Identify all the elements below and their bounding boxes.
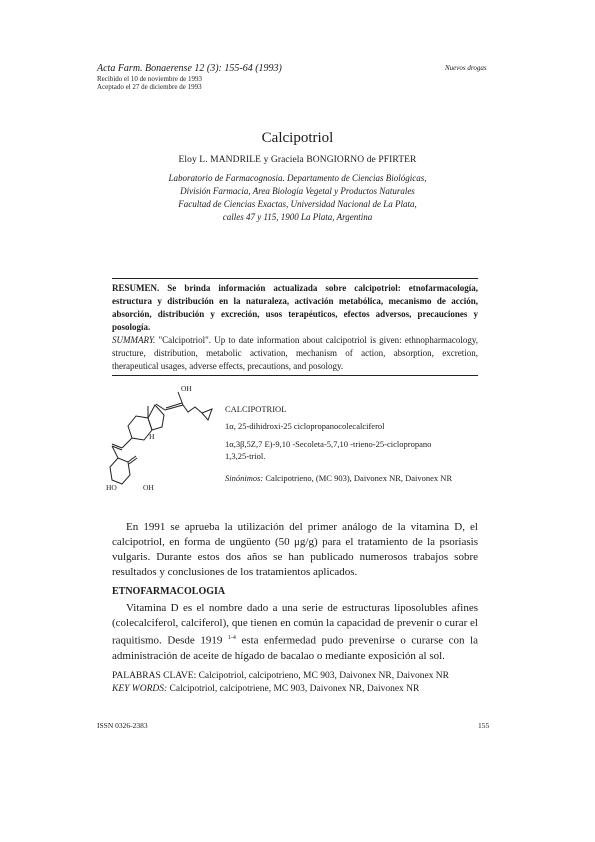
- article-title: Calcipotriol: [261, 130, 334, 146]
- synonyms: [225, 472, 452, 485]
- summary: [112, 334, 478, 373]
- intro-paragraph: En 1991 se aprueba la utilización del primer análogo de la vitamina D, el calcipotriol, en forma de ungüento (50 μg/g) para el tratamiento de la psoriasis vulgaris. Durante estos dos años se han publicado numerosos trabajos sobre resultados y conclusiones de los tratamientos aplicados.: [112, 521, 478, 578]
- summary-label: SUMMARY.: [112, 335, 156, 345]
- keywords-es-label: PALABRAS CLAVE:: [112, 671, 197, 681]
- synonyms-text: Calcipotrieno, (MC 903), Daivonex NR, Daivonex NR: [265, 473, 453, 483]
- keywords-en-label: KEY WORDS:: [112, 684, 168, 694]
- keywords-es-text: Calcipotriol, calcipotrieno, MC 903, Daivonex NR, Daivonex NR: [198, 671, 449, 681]
- oh-bottom-label: OH: [143, 483, 154, 492]
- synonyms-label: Sinónimos:: [225, 473, 264, 483]
- keywords-en-text: Calcipotriol, calcipotriene, MC 903, Daivonex NR, Daivonex NR: [169, 684, 420, 694]
- top-rule: [112, 278, 478, 279]
- resumen: [112, 282, 478, 334]
- abstract-block: [112, 282, 478, 373]
- reference-marker: 1-4: [227, 635, 236, 641]
- page-number: 155: [478, 721, 490, 730]
- iupac-line-1: 1α, 25-dihidroxi-25 ciclopropanocolecalciferol: [225, 421, 385, 431]
- affiliation-line: División Farmacia, Area Biología Vegetal y Productos Naturales: [180, 186, 415, 196]
- section-heading: ETNOFARMACOLOGIA: [112, 586, 226, 597]
- oh-top-label: OH: [181, 384, 192, 393]
- compound-name: CALCIPOTRIOL: [225, 404, 287, 414]
- keywords-es: [112, 670, 449, 682]
- journal-reference: Acta Farm. Bonaerense 12 (3): 155-64 (1993): [97, 63, 282, 74]
- issn: ISSN 0326-2383: [97, 721, 148, 730]
- affiliation-line: calles 47 y 115, 1900 La Plata, Argentina: [222, 212, 373, 222]
- affiliation-line: Facultad de Ciencias Exactas, Universidad Nacional de La Plata,: [178, 199, 417, 209]
- summary-text: "Calcipotriol". Up to date information about calcipotriol is given: ethnopharmacology, structure, distribution, metabolic activation, mechanism of action, absorption, excretion, therapeutical usages, adverse effects, precautions, and posology.: [112, 335, 478, 371]
- affiliation: [150, 172, 445, 224]
- h-label: H: [149, 432, 155, 441]
- authors: Eloy L. MANDRILE y Graciela BONGIORNO de PFIRTER: [178, 155, 417, 165]
- calcipotriol-structure: [100, 380, 220, 500]
- received-date: Recibido el 10 de noviembre de 1993: [97, 75, 202, 83]
- iupac-line-2b: 1,3,25-triol.: [225, 451, 266, 461]
- keywords-en: [112, 683, 419, 695]
- affiliation-line: Laboratorio de Farmacognosia. Departamento de Ciencias Biológicas,: [168, 173, 427, 183]
- bottom-rule: [112, 375, 478, 376]
- section-label: Nuevos drogas: [445, 64, 487, 72]
- iupac-line-2a: 1α,3β,5Z,7 E)-9,10 -Secoleta-5,7,10 -trieno-25-ciclopropano: [225, 439, 432, 449]
- section-text-a: Vitamina D es el nombre dado a una serie de estructuras liposolubles afines (colecalciferol, calciferol), que tienen en común la capacidad de prevenir o curar el raquitismo. Desde 1919: [112, 602, 478, 647]
- resumen-text: Se brinda información actualizada sobre calcipotriol: etnofarmacología, estructura y distribución en la naturaleza, activación metabólica, mecanismo de acción, absorción, distribución y excreción, usos terapéuticos, efectos adversos, precauciones y posología.: [112, 283, 478, 332]
- ho-label: HO: [106, 483, 117, 492]
- section-text-b: esta enfermedad pudo prevenirse o curarse con la administración de aceite de hígado de bacalao o mediante exposición al sol.: [112, 634, 478, 662]
- accepted-date: Aceptado el 27 de diciembre de 1993: [97, 83, 202, 91]
- section-paragraph: [112, 601, 478, 664]
- resumen-label: RESUMEN.: [112, 283, 160, 293]
